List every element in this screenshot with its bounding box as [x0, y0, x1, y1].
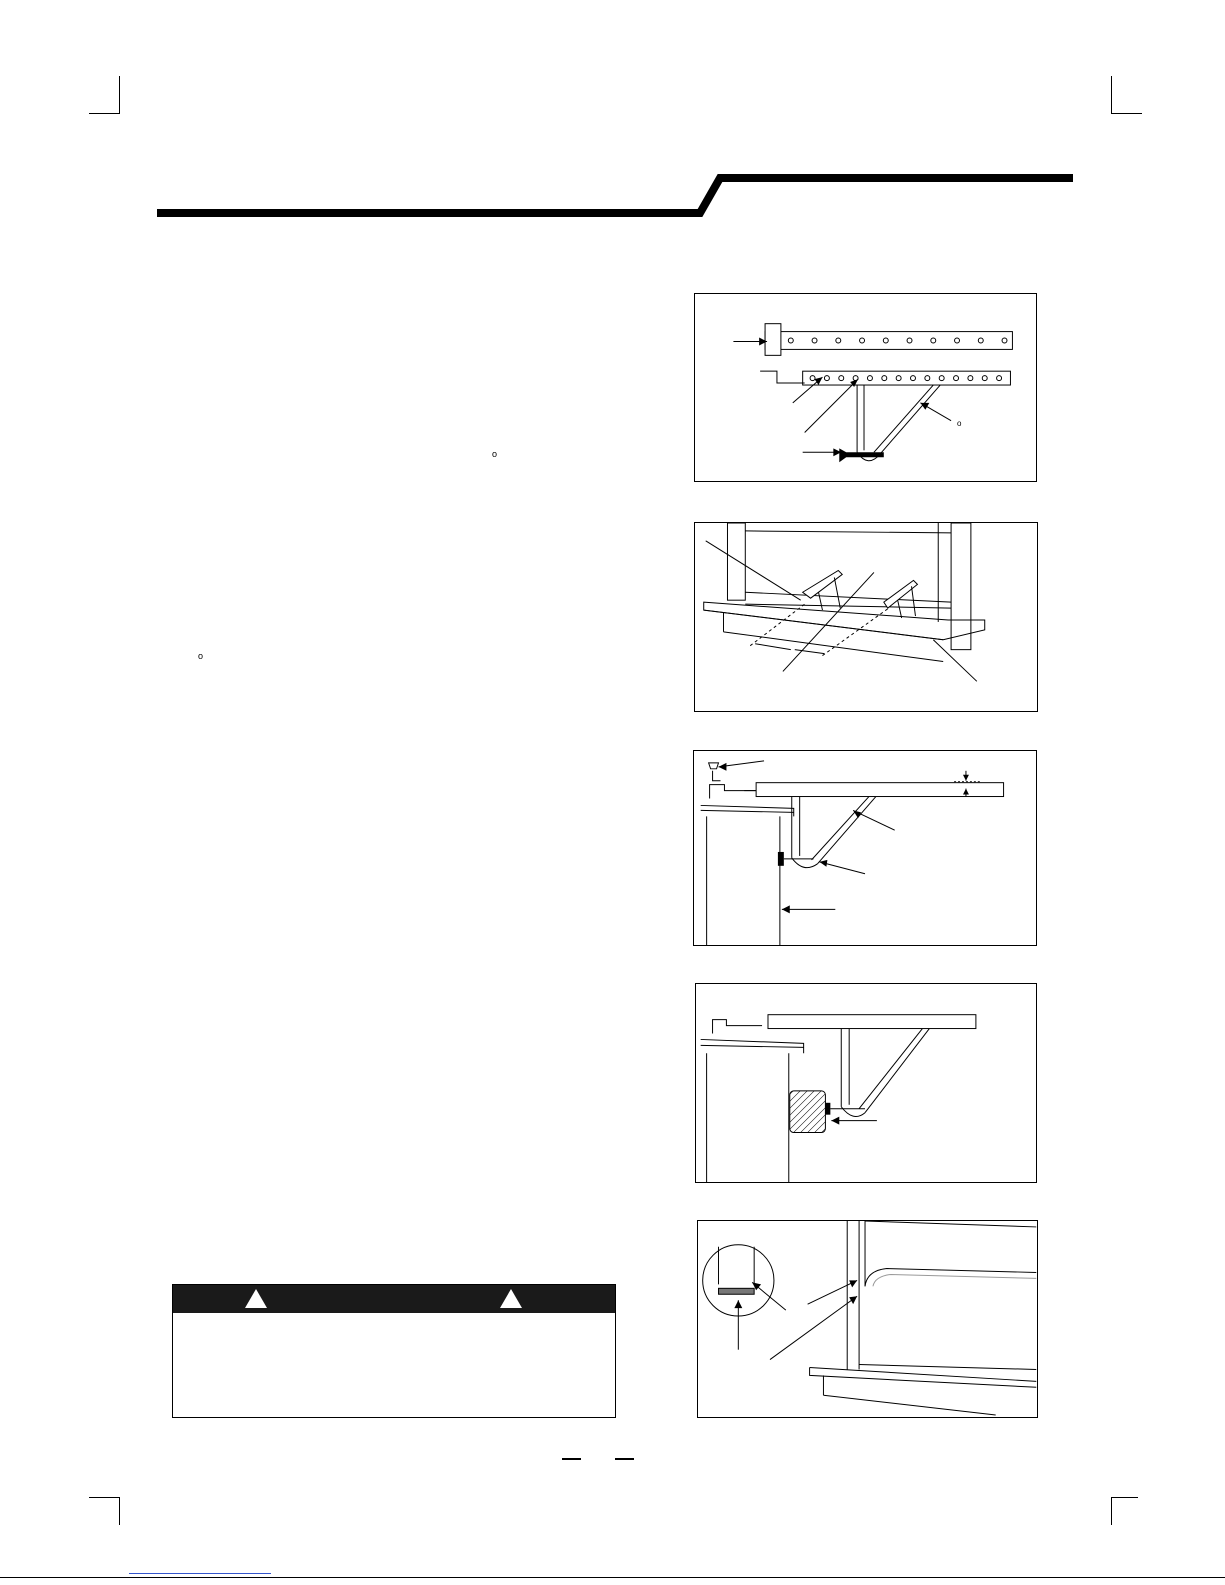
warning-box [172, 1284, 616, 1418]
bracket-hole [939, 376, 944, 381]
header-rule [0, 0, 1225, 230]
bracket-hole [954, 376, 959, 381]
bracket-hole [925, 376, 930, 381]
bracket-hole [911, 376, 916, 381]
figure-bracket-side-view [693, 750, 1037, 946]
warning-body [173, 1313, 615, 1329]
warning-triangle-icon [245, 1289, 267, 1308]
degree-glyph: o [492, 449, 498, 459]
bracket-hole [968, 376, 973, 381]
degree-glyph: o [957, 419, 962, 428]
crop-mark-bottom-right [1111, 1497, 1138, 1498]
crop-mark-bottom-left [119, 1497, 120, 1525]
crop-mark-bottom-left [89, 1497, 120, 1498]
figure-bracket-with-block [695, 983, 1037, 1183]
degree-glyph: o [198, 651, 204, 661]
figure-bracket-parts [694, 293, 1037, 482]
bottom-link-underline [129, 1573, 271, 1574]
bracket-hole [907, 338, 912, 343]
figure-window-detail [697, 1220, 1038, 1418]
bottom-rule [0, 1577, 1225, 1578]
bracket-hole [882, 376, 887, 381]
bracket-hole [931, 338, 936, 343]
bracket-hole [896, 376, 901, 381]
page-number-dash [562, 1458, 581, 1460]
bracket-hole [824, 376, 829, 381]
figure-brackets-on-sill [694, 522, 1038, 712]
bracket-hole [997, 376, 1002, 381]
bracket-hole [788, 338, 793, 343]
bracket-hole [867, 376, 872, 381]
bracket-hole [860, 338, 865, 343]
crop-mark-bottom-right [1111, 1497, 1112, 1525]
bracket-hole [955, 338, 960, 343]
bracket-hole [883, 338, 888, 343]
bracket-hole [978, 338, 983, 343]
bracket-hole [839, 376, 844, 381]
bracket-hole [810, 376, 815, 381]
bracket-hole [1002, 338, 1007, 343]
bracket-hole [836, 338, 841, 343]
bracket-hole [982, 376, 987, 381]
page-number-dash [615, 1458, 634, 1460]
warning-triangle-icon [500, 1289, 522, 1308]
warning-header [173, 1285, 615, 1313]
bracket-hole [812, 338, 817, 343]
